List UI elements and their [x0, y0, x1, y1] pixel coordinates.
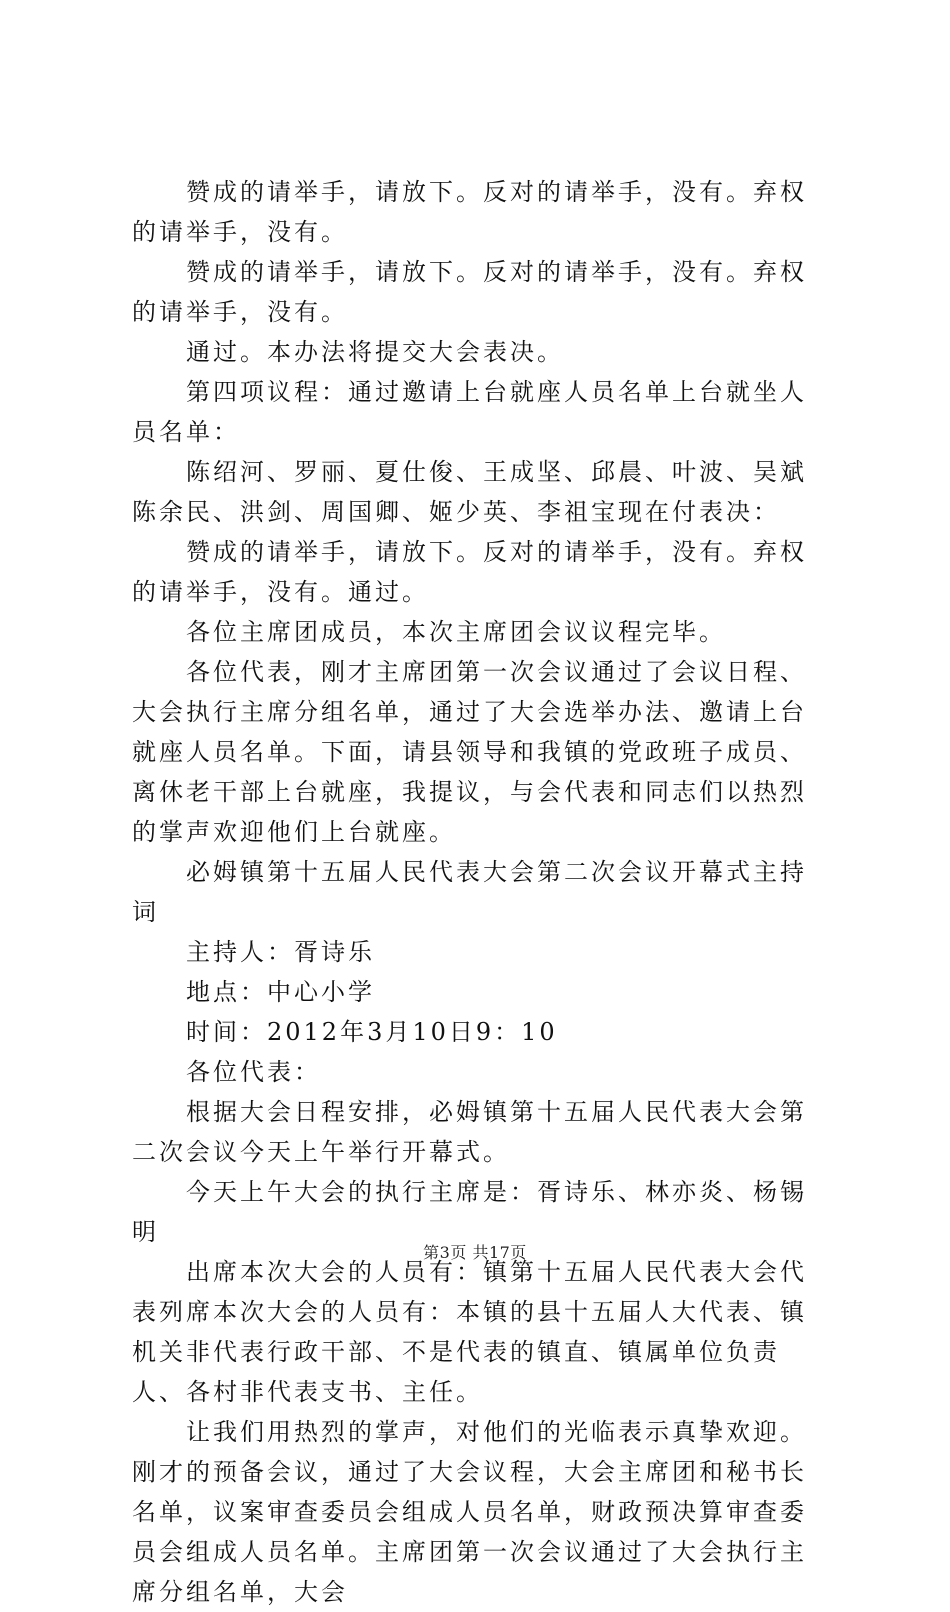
paragraph-executive-chairs: 今天上午大会的执行主席是：胥诗乐、林亦炎、杨锡明	[132, 1178, 807, 1246]
paragraph-welcome: 让我们用热烈的掌声，对他们的光临表示真挚欢迎。刚才的预备会议，通过了大会议程，大会主席团和秘书长名单，议案审查委员会组成人员名单，财政预决算审查委员会组成人员名单。主席团第一次会议通过了大会执行主席分组名单，大会	[132, 1418, 807, 1606]
page-footer: 第3页 共17页	[423, 1243, 527, 1262]
paragraph-opening: 根据大会日程安排，必姆镇第十五届人民代表大会第二次会议今天上午举行开幕式。	[132, 1098, 807, 1166]
paragraph-invite-seating: 各位代表，刚才主席团第一次会议通过了会议日程、大会执行主席分组名单，通过了大会选举办法、邀请上台就座人员名单。下面，请县领导和我镇的党政班子成员、离休老干部上台就座，我提议，与会代表和同志们以热烈的掌声欢迎他们上台就座。	[132, 658, 807, 846]
paragraph-passed: 通过。本办法将提交大会表决。	[186, 338, 564, 366]
document-body	[132, 172, 832, 1612]
paragraph-attendees: 出席本次大会的人员有：镇第十五届人民代表大会代表列席本次大会的人员有：本镇的县十五届人大代表、镇机关非代表行政干部、不是代表的镇直、镇属单位负责人、各村非代表支书、主任。	[132, 1258, 807, 1406]
paragraph-agenda-item-4: 第四项议程：通过邀请上台就座人员名单上台就坐人员名单：	[132, 378, 807, 446]
paragraph-greeting: 各位代表：	[186, 1058, 321, 1086]
paragraph-speech-title: 必姆镇第十五届人民代表大会第二次会议开幕式主持词	[132, 858, 807, 926]
paragraph-location: 地点：中心小学	[186, 978, 375, 1006]
paragraph-time: 时间：2012年3月10日9：10	[186, 1018, 558, 1046]
paragraph-vote-3: 赞成的请举手，请放下。反对的请举手，没有。弃权的请举手，没有。通过。	[132, 538, 807, 606]
paragraph-vote-1: 赞成的请举手，请放下。反对的请举手，没有。弃权的请举手，没有。	[132, 178, 807, 246]
paragraph-host: 主持人：胥诗乐	[186, 938, 375, 966]
paragraph-seated-names: 陈绍河、罗丽、夏仕俊、王成坚、邱晨、叶波、吴斌陈余民、洪剑、周国卿、姬少英、李祖宝现在付表决：	[132, 458, 807, 526]
paragraph-vote-2: 赞成的请举手，请放下。反对的请举手，没有。弃权的请举手，没有。	[132, 258, 807, 326]
paragraph-agenda-complete: 各位主席团成员，本次主席团会议议程完毕。	[186, 618, 726, 646]
